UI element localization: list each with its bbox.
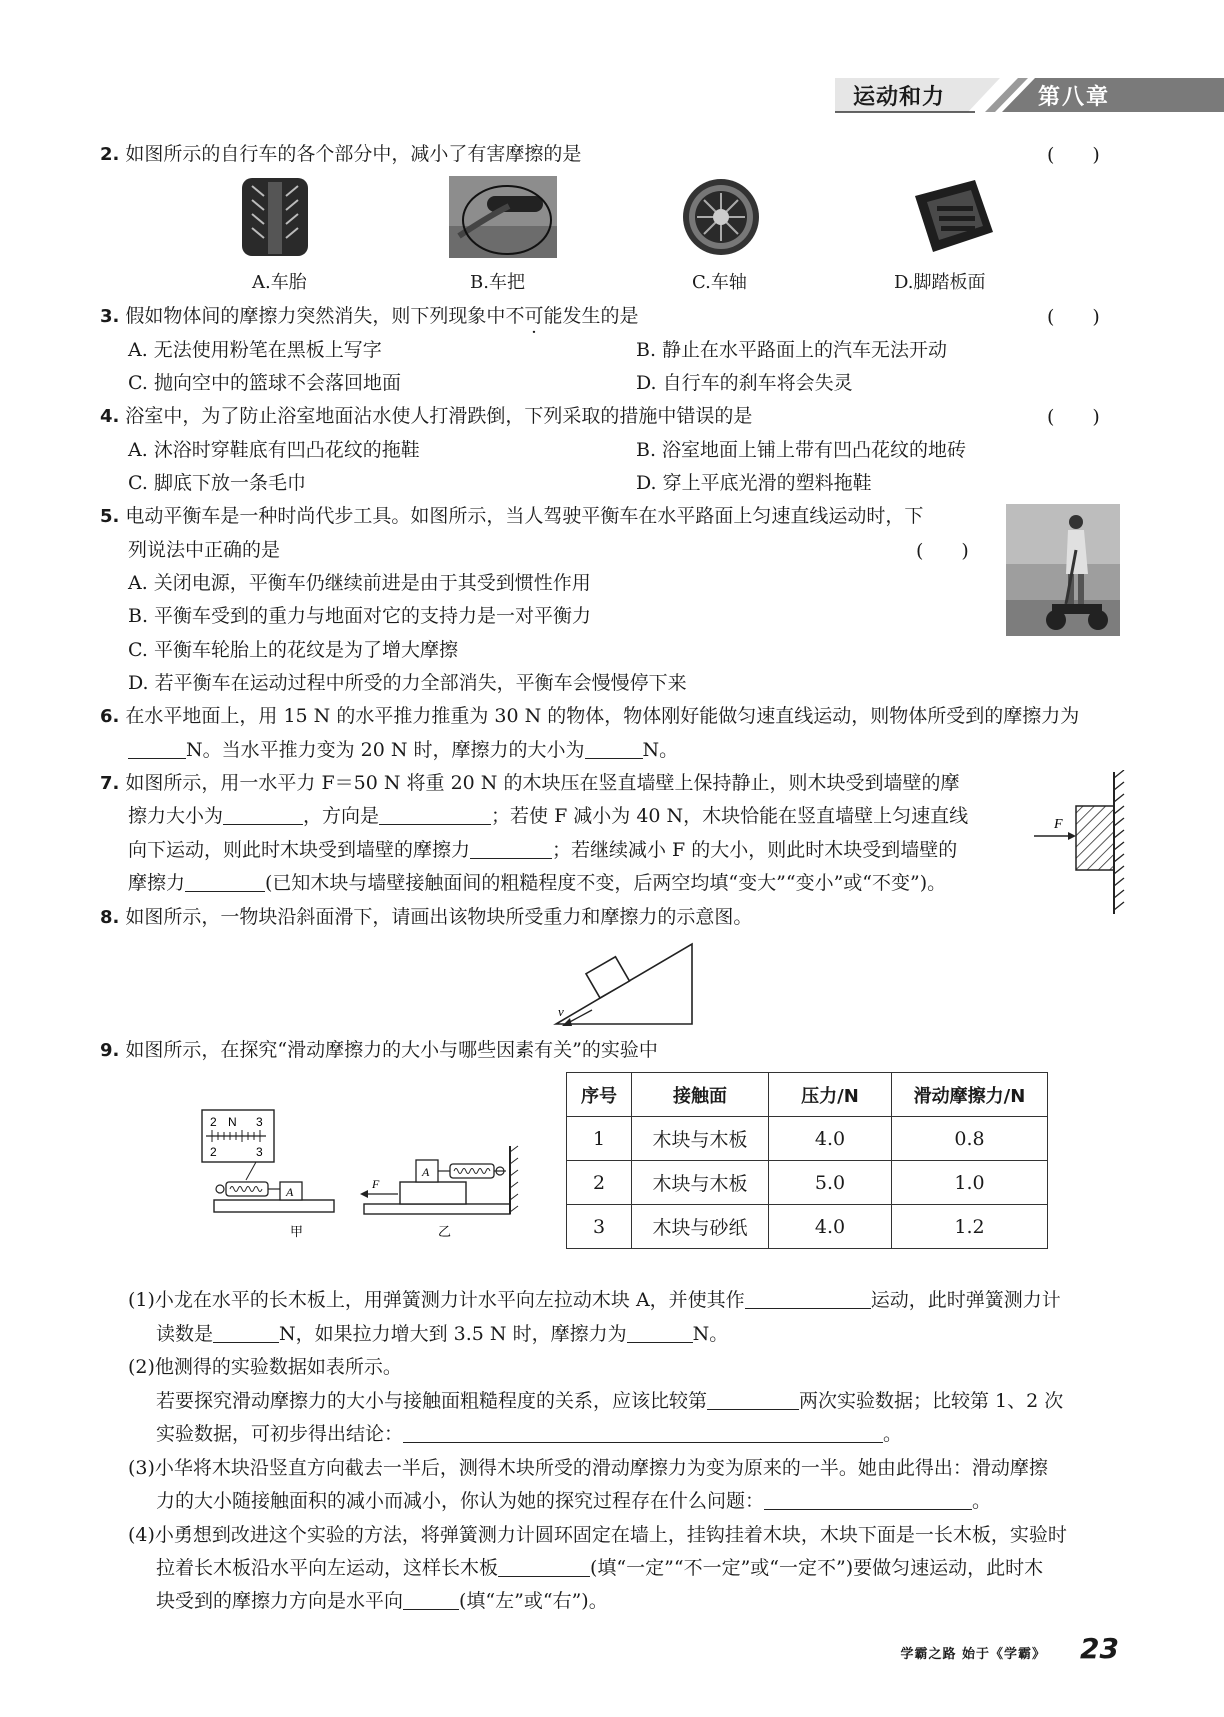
question-number: 7. [100,773,120,794]
question-7-line2 [128,802,968,830]
table-cell: 3 [567,1205,632,1249]
answer-paren: ( ) [1047,144,1100,166]
answer-paren: ( ) [1047,306,1100,328]
experiment-figure [200,1106,530,1246]
gauge-unit: N [228,1115,237,1129]
table-cell: 1.2 [892,1205,1048,1249]
incline-diagram [552,940,696,1028]
question-text: 如图所示，一物块沿斜面滑下，请画出该物块所受重力和摩擦力的示意图。 [125,906,753,928]
answer-blank[interactable] [585,738,643,759]
q9-part2-line1: (2)他测得的实验数据如表所示。 [128,1356,402,1378]
option-c-label: C.车轴 [692,272,747,293]
text-fragment: N。 [642,739,679,761]
text-fragment: 两次实验数据；比较第 1、2 次 [799,1390,1064,1412]
gauge-bottom-3: 3 [256,1145,263,1159]
q9-part2-line3 [156,1420,902,1448]
table-header: 压力/N [769,1073,892,1117]
gauge-bottom-2: 2 [210,1145,217,1159]
question-7 [100,769,959,798]
text-fragment: 运动，此时弹簧测力计 [870,1289,1061,1311]
question-7-line4 [128,869,946,897]
question-number: 2. [100,144,120,165]
option-b: B. 静止在水平路面上的汽车无法开动 [636,339,948,361]
table-header: 接触面 [632,1073,769,1117]
table-cell: 1.0 [892,1161,1048,1205]
option-d: D. 自行车的刹车将会失灵 [636,372,853,394]
option-a: A. 沐浴时穿鞋底有凹凸花纹的拖鞋 [128,439,420,461]
tire-image [240,176,310,258]
q9-part3-line2 [156,1487,991,1515]
text-fragment: 块受到的摩擦力方向是水平向 [156,1590,404,1612]
fig-yi-label: 乙 [438,1224,452,1239]
text-fragment: 力的大小随接触面积的减小而减小，你认为她的探究过程存在什么问题： [156,1490,765,1512]
table-cell: 木块与砂纸 [632,1205,769,1249]
text-fragment: 。 [972,1490,992,1512]
question-text-line2: 列说法中正确的是 [128,539,281,561]
table-row [567,1117,1048,1161]
text-fragment: 向下运动，则此时木块受到墙壁的摩擦力 [128,839,471,861]
block-a2-label: A [422,1165,430,1179]
q9-part4-line1: (4)小勇想到改进这个实验的方法，将弹簧测力计圆环固定在墙上，挂钩挂着木块，木块下面是一长木板，实验时 [128,1524,1067,1546]
answer-blank[interactable] [379,804,491,825]
answer-blank[interactable] [223,804,303,825]
answer-blank[interactable] [707,1389,799,1410]
text-fragment: (填“左”或“右”)。 [459,1590,608,1612]
text-fragment: 若要探究滑动摩擦力的大小与接触面粗糙程度的关系，应该比较第 [156,1390,708,1412]
q9-part1-line2 [156,1320,728,1348]
table-cell: 5.0 [769,1161,892,1205]
table-cell: 2 [567,1161,632,1205]
question-4 [100,402,752,431]
text-fragment: ；若继续减小 F 的大小，则此时木块受到墙壁的 [552,839,958,861]
q9-part2-line2 [156,1387,1063,1415]
question-text: 如图所示，在探究“滑动摩擦力的大小与哪些因素有关”的实验中 [125,1039,658,1061]
question-number: 6. [100,706,120,727]
footer-brand: 学霸之路 始于《学霸》 [900,1647,1046,1662]
text-fragment: 擦力大小为 [128,805,224,827]
question-text: 浴室中，为了防止浴室地面沾水使人打滑跌倒，下列采取的措施中错误的是 [125,405,753,427]
fig-jia-label: 甲 [290,1224,304,1239]
answer-paren: ( ) [916,540,969,562]
force-label: F [1054,817,1063,832]
option-c: C. 脚底下放一条毛巾 [128,472,306,494]
handlebar-image [449,176,557,258]
option-b: B. 浴室地面上铺上带有凹凸花纹的地砖 [636,439,967,461]
option-a: A. 无法使用粉笔在黑板上写字 [128,339,382,361]
table-cell: 4.0 [769,1205,892,1249]
wall-block-diagram [1028,770,1128,916]
question-7-line3 [128,836,957,864]
option-d-label: D.脚踏板面 [894,272,986,293]
text-fragment: N，如果拉力增大到 3.5 N 时，摩擦力为 [279,1323,627,1345]
table-cell: 木块与木板 [632,1117,769,1161]
option-a-label: A.车胎 [252,272,307,293]
balance-scooter-photo [1006,504,1120,636]
question-text: 在水平地面上，用 15 N 的水平推力推重为 30 N 的物体，物体刚好能做匀速直线运动，则物体所受到的摩擦力为 [125,705,1080,727]
option-b: B. 平衡车受到的重力与地面对它的支持力是一对平衡力 [128,605,592,627]
table-row [567,1161,1048,1205]
question-number: 5. [100,506,120,527]
answer-blank[interactable] [213,1322,279,1343]
gauge-top-2: 2 [210,1115,217,1129]
answer-blank[interactable] [745,1288,871,1309]
option-c: C. 抛向空中的篮球不会落回地面 [128,372,401,394]
text-fragment: 读数是 [156,1323,214,1345]
text-fragment: (已知木块与墙壁接触面间的粗糙程度不变，后两空均填“变大”“变小”或“不变”)。 [265,872,947,894]
question-6 [100,702,1079,731]
force-f-label: F [372,1177,380,1191]
option-d: D. 穿上平底光滑的塑料拖鞋 [636,472,872,494]
option-c: C. 平衡车轮胎上的花纹是为了增大摩擦 [128,639,458,661]
question-number: 4. [100,406,120,427]
section-title: 运动和力 [853,85,946,110]
question-3 [100,302,638,331]
table-cell: 4.0 [769,1117,892,1161]
text-fragment: (填“一定”“不一定”或“一定不”)要做匀速运动，此时木 [590,1557,1044,1579]
question-number: 8. [100,907,120,928]
answer-blank[interactable] [627,1322,693,1343]
table-header: 序号 [567,1073,632,1117]
table-cell: 1 [567,1117,632,1161]
chapter-label: 第八章 [1038,85,1111,110]
answer-blank[interactable] [403,1422,883,1443]
question-5 [100,502,923,531]
table-cell: 0.8 [892,1117,1048,1161]
question-text: 电动平衡车是一种时尚代步工具。如图所示，当人驾驶平衡车在水平路面上匀速直线运动时，下 [125,505,924,527]
table-header: 滑动摩擦力/N [892,1073,1048,1117]
page-number: 23 [1080,1632,1119,1665]
table-cell: 木块与木板 [632,1161,769,1205]
text-fragment: N。当水平推力变为 20 N 时，摩擦力的大小为 [186,739,585,761]
block-a-label: A [286,1185,294,1199]
q9-part4-line3 [156,1587,608,1615]
gauge-top-3: 3 [256,1115,263,1129]
text-fragment: ；若使 F 减小为 40 N，木块恰能在竖直墙壁上匀速直线 [491,805,969,827]
velocity-label: v [558,1004,564,1019]
q9-part3-line1: (3)小华将木块沿竖直方向截去一半后，测得木块所受的滑动摩擦力为变为原来的一半。她由此得出：滑动摩擦 [128,1457,1048,1479]
question-9 [100,1036,658,1065]
answer-blank[interactable] [498,1556,590,1577]
option-d: D. 若平衡车在运动过程中所受的力全部消失，平衡车会慢慢停下来 [128,672,687,694]
question-text: 如图所示，用一水平力 F＝50 N 将重 20 N 的木块压在竖直墙壁上保持静止，则木块受到墙壁的摩 [125,772,960,794]
answer-blank[interactable] [470,838,552,859]
emphasis-text: 不可能 [505,305,563,327]
answer-blank[interactable] [185,871,265,892]
question-text-end: 发生的是 [562,305,639,327]
question-6-line2 [128,736,678,764]
table-row [567,1205,1048,1249]
answer-blank[interactable] [128,738,186,759]
pedal-image [905,176,997,258]
axle-image [680,176,762,258]
answer-blank[interactable] [764,1489,972,1510]
option-b-label: B.车把 [470,272,525,293]
text-fragment: ，方向是 [303,805,380,827]
question-text: 如图所示的自行车的各个部分中，减小了有害摩擦的是 [125,143,582,165]
text-fragment: 。 [883,1423,903,1445]
text-fragment: (1)小龙在水平的长木板上，用弹簧测力计水平向左拉动木块 A，并使其作 [128,1289,745,1311]
question-number: 3. [100,306,120,327]
text-fragment: 拉着长木板沿水平向左运动，这样长木板 [156,1557,499,1579]
q9-part4-line2 [156,1554,1043,1582]
text-fragment: 实验数据，可初步得出结论： [156,1423,404,1445]
answer-blank[interactable] [403,1589,459,1610]
experiment-table [566,1072,1048,1249]
text-fragment: N。 [692,1323,729,1345]
text-fragment: 摩擦力 [128,872,186,894]
question-text: 假如物体间的摩擦力突然消失，则下列现象中 [125,305,506,327]
option-a: A. 关闭电源，平衡车仍继续前进是由于其受到惯性作用 [128,572,591,594]
answer-paren: ( ) [1047,406,1100,428]
question-number: 9. [100,1040,120,1061]
question-2 [100,140,581,169]
q9-part1-line1 [128,1286,1061,1314]
question-8 [100,903,752,932]
